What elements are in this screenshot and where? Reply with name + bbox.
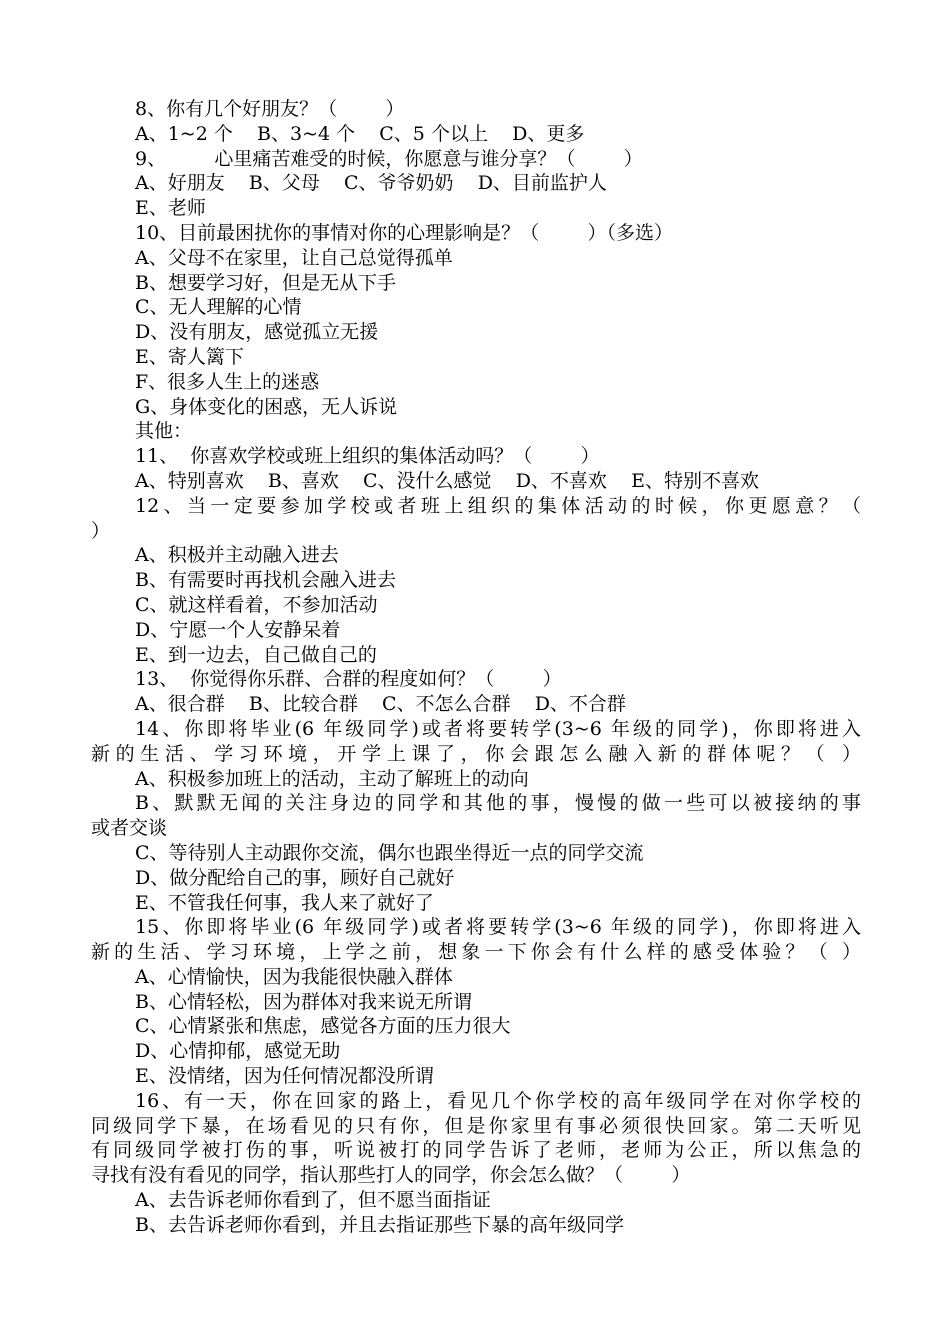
text-line: A、积极参加班上的活动，主动了解班上的动向: [135, 767, 529, 790]
text-line: A、特别喜欢 B、喜欢 C、没什么感觉 D、不喜欢 E、特别不喜欢: [135, 469, 759, 492]
text-line: A、心情愉快，因为我能很快融入群体: [135, 965, 453, 988]
text-line: A、去告诉老师你看到了，但不愿当面指证: [135, 1189, 491, 1212]
text-line: B、想要学习好，但是无从下手: [135, 271, 396, 294]
text-line: C、心情紧张和焦虑，感觉各方面的压力很大: [135, 1015, 511, 1038]
text-line: B、有需要时再找机会融入进去: [135, 569, 396, 592]
text-line: 新的生活、学习环境，开学上课了，你会跟怎么融入新的群体呢？（ ）: [91, 742, 861, 765]
text-line: 8、你有几个好朋友？（ ）: [135, 98, 405, 120]
text-line: 新的生活、学习环境，上学之前，想象一下你会有什么样的感受体验？（ ）: [91, 941, 861, 964]
text-line: D、心情抑郁，感觉无助: [135, 1040, 341, 1063]
text-line: A、父母不在家里，让自己总觉得孤单: [135, 246, 453, 269]
text-line: G、身体变化的困惑，无人诉说: [135, 395, 398, 418]
document-page: [91, 97, 861, 1238]
text-line: C、无人理解的心情: [135, 296, 302, 319]
text-line: 同级同学下暴，在场看见的只有你，但是你家里有事必须很快回家。第二天听见: [91, 1114, 861, 1137]
text-line: A、很合群 B、比较合群 C、不怎么合群 D、不合群: [135, 693, 626, 716]
text-line: D、没有朋友，感觉孤立无援: [135, 321, 379, 344]
text-line: 15、你即将毕业(6 年级同学)或者将要转学(3~6 年级的同学)，你即将进入: [135, 916, 861, 939]
text-line: ）: [91, 519, 111, 542]
text-line: C、就这样看着，不参加活动: [135, 593, 378, 616]
text-line: A、1~2 个 B、3~4 个 C、5 个以上 D、更多: [135, 122, 585, 145]
text-line: D、做分配给自己的事，顾好自己就好: [135, 866, 455, 889]
text-line: 或者交谈: [91, 817, 168, 840]
text-line: 13、 你觉得你乐群、合群的程度如何？（ ）: [135, 668, 562, 691]
text-line: 寻找有没有看见的同学，指认那些打人的同学，你会怎么做？（ ）: [91, 1164, 691, 1187]
text-line: 有同级同学被打伤的事，听说被打的同学告诉了老师，老师为公正，所以焦急的: [91, 1139, 861, 1162]
text-line: E、到一边去，自己做自己的: [135, 643, 377, 666]
text-line: D、宁愿一个人安静呆着: [135, 618, 341, 641]
text-line: E、不管我任何事，我人来了就好了: [135, 891, 434, 914]
text-line: 14、你即将毕业(6 年级同学)或者将要转学(3~6 年级的同学)，你即将进入: [135, 717, 861, 740]
text-line: E、老师: [135, 197, 206, 220]
text-line: E、寄人篱下: [135, 345, 244, 368]
text-line: 16、有一天，你在回家的路上，看见几个你学校的高年级同学在对你学校的: [135, 1089, 861, 1112]
text-line: B、心情轻松，因为群体对我来说无所谓: [135, 990, 472, 1013]
text-line: 10、目前最困扰你的事情对你的心理影响是？（ ）（多选）: [135, 221, 673, 244]
text-line: B、去告诉老师你看到，并且去指证那些下暴的高年级同学: [135, 1213, 624, 1236]
text-line: F、很多人生上的迷惑: [135, 370, 320, 393]
text-line: 11、 你喜欢学校或班上组织的集体活动吗？（ ）: [135, 445, 600, 468]
text-line: A、积极并主动融入进去: [135, 544, 339, 567]
text-line: 其他：: [135, 420, 193, 443]
text-line: 9、 心里痛苦难受的时候，你愿意与谁分享？（ ）: [135, 147, 643, 170]
text-line: E、没情绪，因为任何情况都没所谓: [135, 1065, 434, 1088]
text-line: B、默默无闻的关注身边的同学和其他的事，慢慢的做一些可以被接纳的事: [135, 792, 861, 815]
text-line: C、等待别人主动跟你交流，偶尔也跟坐得近一点的同学交流: [135, 841, 644, 864]
text-line: A、好朋友 B、父母 C、爷爷奶奶 D、目前监护人: [135, 172, 607, 195]
text-line: 12、当一定要参加学校或者班上组织的集体活动的时候，你更愿意？（: [135, 494, 861, 517]
